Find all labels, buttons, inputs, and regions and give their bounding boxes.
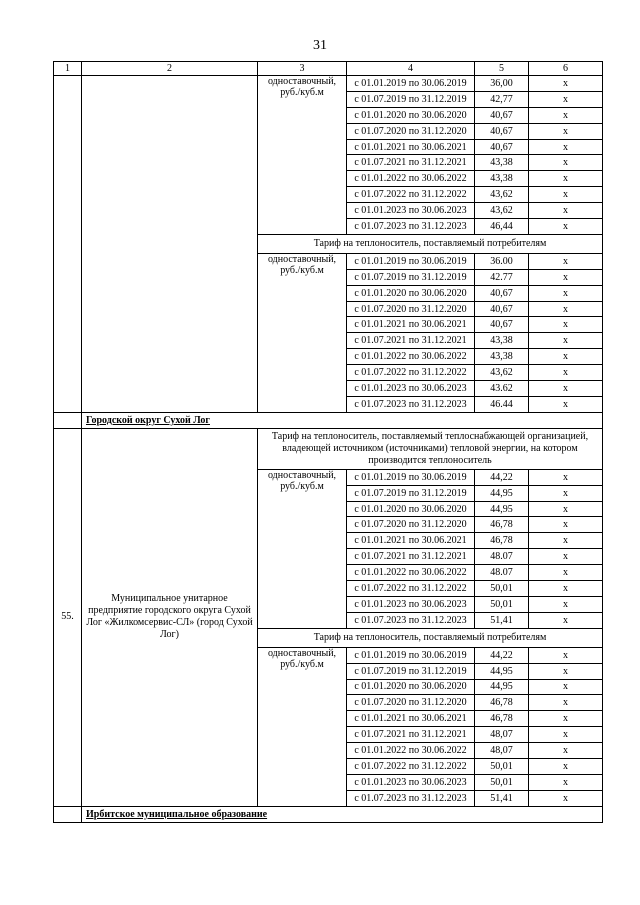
x-mark: х <box>529 711 603 727</box>
tariff-value: 43,62 <box>475 187 529 203</box>
x-mark: х <box>529 647 603 663</box>
x-mark: х <box>529 758 603 774</box>
tariff-value: 46.44 <box>475 396 529 412</box>
period-cell: с 01.07.2021 по 31.12.2021 <box>347 727 475 743</box>
period-cell: с 01.07.2023 по 31.12.2023 <box>347 612 475 628</box>
tariff-value: 46,78 <box>475 695 529 711</box>
x-mark: х <box>529 396 603 412</box>
tariff-value: 46,78 <box>475 517 529 533</box>
num-cell <box>54 76 82 413</box>
tariff-value: 46,44 <box>475 219 529 235</box>
tariff-value: 43,38 <box>475 171 529 187</box>
tariff-value: 48,07 <box>475 743 529 759</box>
period-cell: с 01.01.2020 по 30.06.2020 <box>347 285 475 301</box>
tariff-value: 44,22 <box>475 469 529 485</box>
tariff-value: 48.07 <box>475 565 529 581</box>
tariff-value: 48.07 <box>475 549 529 565</box>
tariff-value: 48,07 <box>475 727 529 743</box>
period-cell: с 01.01.2019 по 30.06.2019 <box>347 469 475 485</box>
tariff-value: 50,01 <box>475 581 529 597</box>
tariff-value: 43,62 <box>475 203 529 219</box>
tariff-value: 43.62 <box>475 381 529 397</box>
period-cell: с 01.07.2023 по 31.12.2023 <box>347 790 475 806</box>
x-mark: х <box>529 285 603 301</box>
org-cell <box>82 76 258 413</box>
period-cell: с 01.01.2022 по 30.06.2022 <box>347 171 475 187</box>
tariff-value: 46,78 <box>475 711 529 727</box>
x-mark: х <box>529 123 603 139</box>
x-mark: х <box>529 596 603 612</box>
tariff-value: 40,67 <box>475 123 529 139</box>
x-mark: х <box>529 253 603 269</box>
x-mark: х <box>529 91 603 107</box>
period-cell: с 01.07.2022 по 31.12.2022 <box>347 365 475 381</box>
x-mark: х <box>529 581 603 597</box>
period-cell: с 01.07.2019 по 31.12.2019 <box>347 269 475 285</box>
period-cell: с 01.01.2020 по 30.06.2020 <box>347 501 475 517</box>
section-title: Ирбитское муниципальное образование <box>82 806 603 822</box>
period-cell: с 01.07.2019 по 31.12.2019 <box>347 485 475 501</box>
x-mark: х <box>529 727 603 743</box>
x-mark: х <box>529 269 603 285</box>
tariff-table <box>53 61 603 823</box>
column-header: 5 <box>475 62 529 76</box>
period-cell: с 01.01.2022 по 30.06.2022 <box>347 565 475 581</box>
tariff-value: 36.00 <box>475 253 529 269</box>
period-cell: с 01.01.2023 по 30.06.2023 <box>347 203 475 219</box>
period-cell: с 01.01.2023 по 30.06.2023 <box>347 381 475 397</box>
tariff-row <box>54 76 603 92</box>
period-cell: с 01.07.2022 по 31.12.2022 <box>347 187 475 203</box>
period-cell: с 01.01.2019 по 30.06.2019 <box>347 647 475 663</box>
column-header: 4 <box>347 62 475 76</box>
period-cell: с 01.01.2019 по 30.06.2019 <box>347 76 475 92</box>
tariff-value: 44,95 <box>475 485 529 501</box>
tariff-subheader: Тариф на теплоноситель, поставляемый потребителям <box>258 234 603 253</box>
section-row <box>54 412 603 428</box>
column-number-row <box>54 62 603 76</box>
x-mark: х <box>529 317 603 333</box>
column-header: 2 <box>82 62 258 76</box>
period-cell: с 01.01.2021 по 30.06.2021 <box>347 711 475 727</box>
period-cell: с 01.01.2021 по 30.06.2021 <box>347 139 475 155</box>
period-cell: с 01.01.2023 по 30.06.2023 <box>347 774 475 790</box>
x-mark: х <box>529 381 603 397</box>
section-num-cell <box>54 806 82 822</box>
x-mark: х <box>529 301 603 317</box>
x-mark: х <box>529 790 603 806</box>
x-mark: х <box>529 107 603 123</box>
page-number: 31 <box>313 38 327 53</box>
section-num-cell <box>54 412 82 428</box>
tariff-value: 42,77 <box>475 91 529 107</box>
period-cell: с 01.07.2019 по 31.12.2019 <box>347 663 475 679</box>
x-mark: х <box>529 774 603 790</box>
tariff-value: 46,78 <box>475 533 529 549</box>
x-mark: х <box>529 203 603 219</box>
tariff-subheader: Тариф на теплоноситель, поставляемый потребителям <box>258 628 603 647</box>
tariff-value: 40,67 <box>475 139 529 155</box>
section-title: Городской округ Сухой Лог <box>82 412 603 428</box>
period-cell: с 01.07.2019 по 31.12.2019 <box>347 91 475 107</box>
period-cell: с 01.07.2022 по 31.12.2022 <box>347 581 475 597</box>
x-mark: х <box>529 485 603 501</box>
period-cell: с 01.07.2021 по 31.12.2021 <box>347 333 475 349</box>
period-cell: с 01.07.2021 по 31.12.2021 <box>347 549 475 565</box>
period-cell: с 01.07.2021 по 31.12.2021 <box>347 155 475 171</box>
tariff-subheader-row <box>54 428 603 469</box>
x-mark: х <box>529 155 603 171</box>
column-header: 3 <box>258 62 347 76</box>
period-cell: с 01.07.2023 по 31.12.2023 <box>347 396 475 412</box>
x-mark: х <box>529 365 603 381</box>
x-mark: х <box>529 219 603 235</box>
tariff-subheader: Тариф на теплоноситель, поставляемый теплоснабжающей организацией, владеющей источником (источниками) тепловой энергии, на котором производится теплоноситель <box>258 428 603 469</box>
x-mark: х <box>529 612 603 628</box>
period-cell: с 01.01.2022 по 30.06.2022 <box>347 349 475 365</box>
x-mark: х <box>529 333 603 349</box>
tariff-value: 50,01 <box>475 596 529 612</box>
tariff-value: 40,67 <box>475 301 529 317</box>
x-mark: х <box>529 501 603 517</box>
tariff-value: 51,41 <box>475 790 529 806</box>
tariff-value: 50,01 <box>475 758 529 774</box>
x-mark: х <box>529 663 603 679</box>
unit-cell: одноставочный, руб./куб.м <box>258 253 347 412</box>
x-mark: х <box>529 349 603 365</box>
period-cell: с 01.07.2023 по 31.12.2023 <box>347 219 475 235</box>
tariff-value: 40,67 <box>475 317 529 333</box>
unit-cell: одноставочный, руб./куб.м <box>258 469 347 628</box>
x-mark: х <box>529 139 603 155</box>
tariff-value: 40,67 <box>475 285 529 301</box>
organization-name: Муниципальное унитарное предприятие городского округа Сухой Лог «Жилкомсервис-СЛ» (город Сухой Лог) <box>82 428 258 806</box>
tariff-value: 44,95 <box>475 663 529 679</box>
period-cell: с 01.07.2020 по 31.12.2020 <box>347 517 475 533</box>
entry-number: 55. <box>54 428 82 806</box>
period-cell: с 01.01.2020 по 30.06.2020 <box>347 679 475 695</box>
tariff-value: 50,01 <box>475 774 529 790</box>
period-cell: с 01.07.2020 по 31.12.2020 <box>347 301 475 317</box>
column-header: 6 <box>529 62 603 76</box>
x-mark: х <box>529 695 603 711</box>
period-cell: с 01.07.2022 по 31.12.2022 <box>347 758 475 774</box>
x-mark: х <box>529 679 603 695</box>
x-mark: х <box>529 743 603 759</box>
x-mark: х <box>529 187 603 203</box>
period-cell: с 01.01.2021 по 30.06.2021 <box>347 317 475 333</box>
tariff-value: 42.77 <box>475 269 529 285</box>
period-cell: с 01.01.2020 по 30.06.2020 <box>347 107 475 123</box>
period-cell: с 01.07.2020 по 31.12.2020 <box>347 695 475 711</box>
tariff-value: 51,41 <box>475 612 529 628</box>
x-mark: х <box>529 533 603 549</box>
x-mark: х <box>529 171 603 187</box>
tariff-value: 43,38 <box>475 155 529 171</box>
x-mark: х <box>529 517 603 533</box>
unit-cell: одноставочный, руб./куб.м <box>258 76 347 235</box>
x-mark: х <box>529 549 603 565</box>
period-cell: с 01.01.2022 по 30.06.2022 <box>347 743 475 759</box>
period-cell: с 01.01.2019 по 30.06.2019 <box>347 253 475 269</box>
tariff-value: 36,00 <box>475 76 529 92</box>
x-mark: х <box>529 469 603 485</box>
tariff-value: 43,62 <box>475 365 529 381</box>
column-header: 1 <box>54 62 82 76</box>
unit-cell: одноставочный, руб./куб.м <box>258 647 347 806</box>
period-cell: с 01.01.2021 по 30.06.2021 <box>347 533 475 549</box>
tariff-value: 43,38 <box>475 349 529 365</box>
tariff-value: 43,38 <box>475 333 529 349</box>
tariff-value: 44,22 <box>475 647 529 663</box>
period-cell: с 01.01.2023 по 30.06.2023 <box>347 596 475 612</box>
tariff-value: 44,95 <box>475 501 529 517</box>
section-row <box>54 806 603 822</box>
tariff-value: 44,95 <box>475 679 529 695</box>
x-mark: х <box>529 565 603 581</box>
period-cell: с 01.07.2020 по 31.12.2020 <box>347 123 475 139</box>
x-mark: х <box>529 76 603 92</box>
tariff-value: 40,67 <box>475 107 529 123</box>
